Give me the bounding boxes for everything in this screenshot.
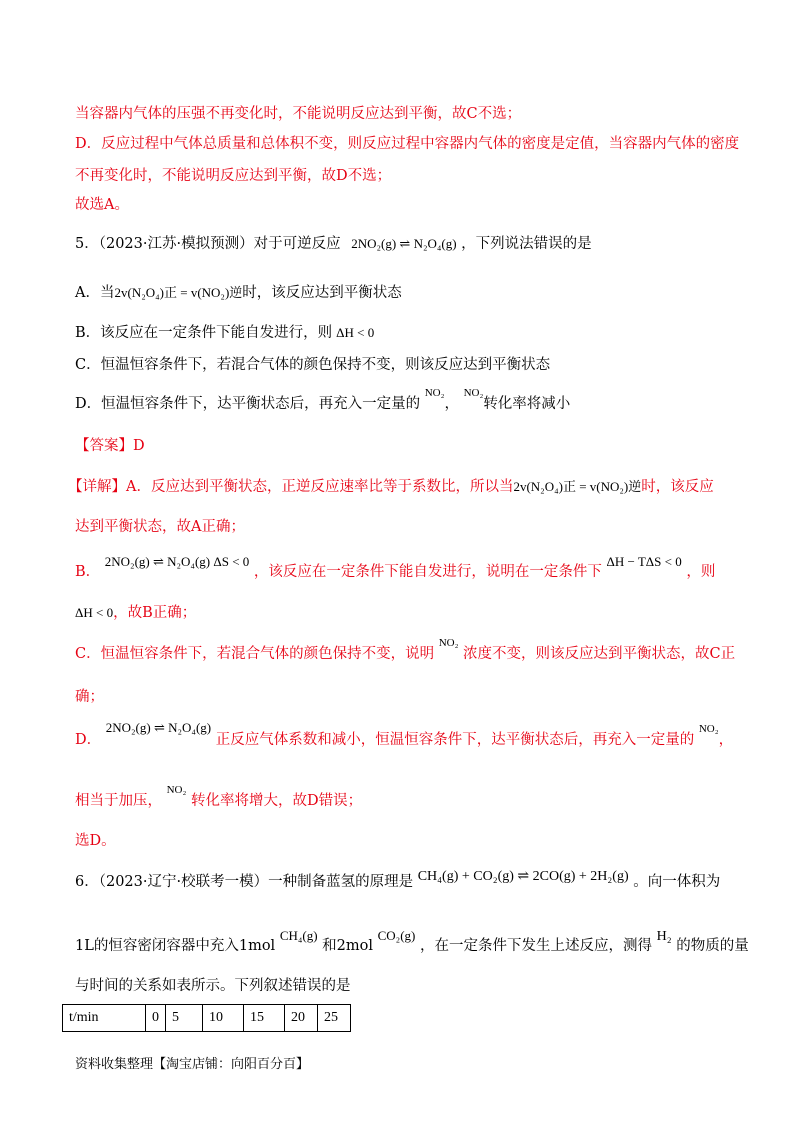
option-a: A．当2v(N₂O₄)正 = v(NO₂)逆时，该反应达到平衡状态 xyxy=(75,285,402,301)
table-row xyxy=(63,1005,351,1032)
table-cell: 10 xyxy=(203,1005,244,1032)
text-line: 当容器内气体的压强不再变化时，不能说明反应达到平衡，故C不选； xyxy=(75,106,522,122)
question-6-line3: 与时间的关系如表所示。下列叙述错误的是 xyxy=(75,978,351,994)
option-b: B．该反应在一定条件下能自发进行，则 ΔH < 0 xyxy=(75,325,375,341)
choose-line: 选D。 xyxy=(75,833,116,849)
table-cell: 0 xyxy=(146,1005,166,1032)
table-cell: 25 xyxy=(318,1005,351,1032)
detail-c-cont: 确； xyxy=(75,689,104,705)
text-line: D．反应过程中气体总质量和总体积不变，则反应过程中容器内气体的密度是定值，当容器内气体的密度 xyxy=(75,136,740,152)
detail-b: B． 2NO₂(g) ⇌ N₂O₄(g) ΔS < 0 ，该反应在一定条件下能自发进行，说明在一定条件下 ΔH − TΔS < 0 ，则 xyxy=(75,554,716,580)
option-d: D．恒温恒容条件下，达平衡状态后，再充入一定量的 $^{NO_2}$， $^{NO_2}$转化率将减小 xyxy=(75,387,571,412)
option-c: C．恒温恒容条件下，若混合气体的颜色保持不变，则该反应达到平衡状态 xyxy=(75,357,551,373)
detail-d-cont: 相当于加压， $^{NO_2}$ 转化率将增大，故D错误； xyxy=(75,784,363,809)
question-5-stem: 5．（2023·江苏·模拟预测）对于可逆反应 2NO₂(g) ⇌ N₂O₄(g) ，下列说法错误的是 xyxy=(75,236,592,252)
question-6-line2: 1L的恒容密闭容器中充入1mol CH₄(g) 和2mol CO₂(g) ，在一定条件下发生上述反应，测得 H₂ 的物质的量 xyxy=(75,928,749,954)
text-line: 故选A。 xyxy=(75,197,129,213)
detail-d: D． 2NO₂(g) ⇌ N₂O₄(g) 正反应气体系数和减小，恒温恒容条件下，达平衡状态后，再充入一定量的 $^{NO_2}$， xyxy=(75,720,734,748)
time-table xyxy=(62,1004,351,1032)
question-6-stem: 6．（2023·辽宁·校联考一模）一种制备蓝氢的原理是 CH₄(g) + CO₂(g) ⇌ 2CO(g) + 2H₂(g) 。向一体积为 xyxy=(75,869,721,890)
table-cell: t/min xyxy=(63,1005,146,1032)
answer-label: 【答案】D xyxy=(75,438,145,454)
table-cell: 5 xyxy=(166,1005,203,1032)
detail-b-cont: ΔH < 0，故B正确； xyxy=(75,605,197,621)
detail-a: 【详解】A．反应达到平衡状态，正逆反应速率比等于系数比，所以当2v(N₂O₄)正 = v(NO₂)逆时，该反应 xyxy=(68,479,714,495)
page-footer: 资料收集整理【淘宝店铺：向阳百分百】 xyxy=(75,1057,310,1072)
text-line: 不再变化时，不能说明反应达到平衡，故D不选； xyxy=(75,168,392,184)
detail-a-cont: 达到平衡状态，故A正确； xyxy=(75,519,245,535)
detail-c: C．恒温恒容条件下，若混合气体的颜色保持不变，说明 $^{NO_2}$ 浓度不变，则该反应达到平衡状态，故C正 xyxy=(75,637,736,662)
table-cell: 15 xyxy=(244,1005,285,1032)
table-cell: 20 xyxy=(285,1005,318,1032)
